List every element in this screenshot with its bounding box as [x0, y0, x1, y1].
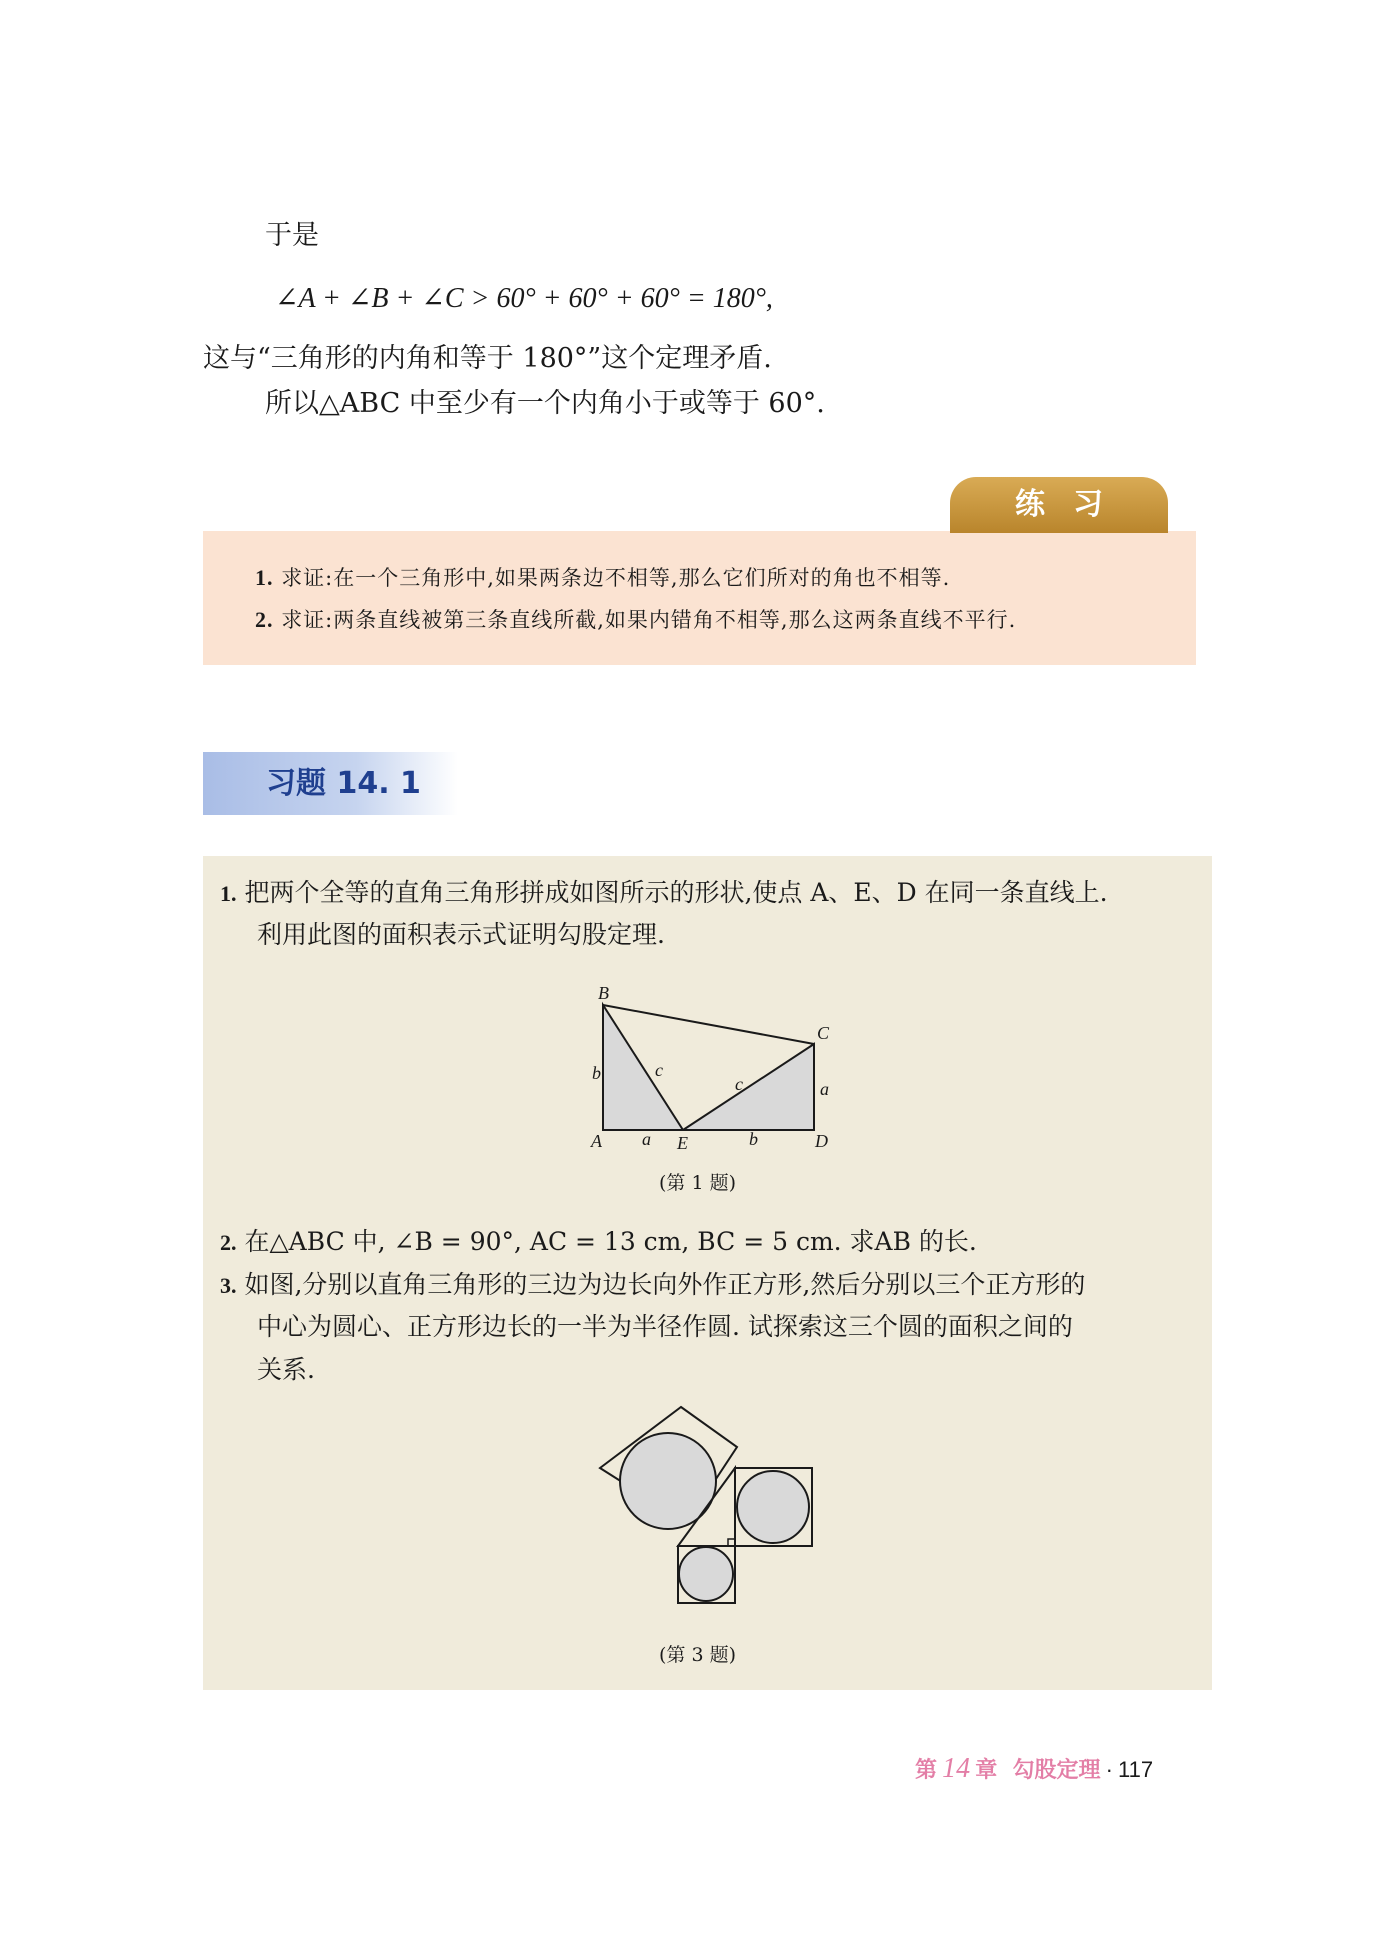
q1-caption: (第 1 题) [659, 1172, 736, 1194]
q1-number: 1. [220, 881, 237, 906]
practice-item-number: 1. [255, 565, 274, 590]
segment-bc [603, 1005, 814, 1044]
label-d-point: D [815, 1131, 828, 1151]
chapter-prefix: 第 [915, 1758, 938, 1783]
practice-item-text: 求证:两条直线被第三条直线所截,如果内错角不相等,那么这两条直线不平行. [281, 608, 1017, 632]
exercise-title: 习题 14. 1 [266, 766, 421, 801]
practice-box [203, 531, 1196, 665]
label-side-c: c [655, 1060, 663, 1080]
label-a-point: A [591, 1131, 602, 1151]
label-b-point: B [598, 983, 609, 1003]
practice-item-1 [255, 558, 950, 598]
page-footer [915, 1753, 1153, 1785]
left-triangle [603, 1005, 683, 1130]
right-angle-mark [728, 1539, 735, 1546]
label-side-a: a [820, 1079, 829, 1099]
proof-line-3: 这与“三角形的内角和等于 180°”这个定理矛盾. [203, 343, 772, 374]
q1-line-1 [220, 873, 1108, 914]
practice-item-number: 2. [255, 607, 274, 632]
q3-line-3: 关系. [257, 1355, 315, 1384]
q2-number: 2. [220, 1230, 237, 1255]
q1-text: 把两个全等的直角三角形拼成如图所示的形状,使点 A、E、D 在同一条直线上. [244, 878, 1108, 907]
page-number: 117 [1118, 1757, 1154, 1782]
chapter-suffix: 章 [975, 1758, 998, 1783]
q1-figure [580, 975, 840, 1155]
proof-line-1: 于是 [265, 220, 319, 251]
right-triangle [683, 1044, 814, 1130]
label-c-point: C [817, 1023, 830, 1043]
practice-title: 练习 [950, 477, 1168, 533]
q2-line [220, 1222, 977, 1263]
chapter-number: 14 [942, 1753, 971, 1784]
practice-item-text: 求证:在一个三角形中,如果两条边不相等,那么它们所对的角也不相等. [281, 566, 951, 590]
q3-line-1 [220, 1265, 1085, 1306]
q2-text: 在△ABC 中, ∠B = 90°, AC = 13 cm, BC = 5 cm. 求AB 的长. [244, 1227, 977, 1256]
q1-line-2: 利用此图的面积表示式证明勾股定理. [257, 920, 665, 949]
q3-caption: (第 3 题) [659, 1644, 736, 1666]
proof-line-4: 所以△ABC 中至少有一个内角小于或等于 60°. [265, 388, 825, 419]
practice-item-2 [255, 600, 1016, 640]
label-side-b: b [592, 1063, 601, 1083]
q3-number: 3. [220, 1273, 237, 1298]
leg-circle-small [679, 1547, 733, 1601]
label-side-c: c [735, 1074, 743, 1094]
proof-formula: ∠A + ∠B + ∠C > 60° + 60° + 60° = 180°, [275, 283, 773, 314]
footer-separator: · [1105, 1757, 1113, 1782]
chapter-title: 勾股定理 [1012, 1758, 1101, 1783]
label-side-b: b [749, 1129, 758, 1149]
q3-line-2: 中心为圆心、正方形边长的一半为半径作圆. 试探索这三个圆的面积之间的 [257, 1312, 1073, 1341]
label-side-a: a [642, 1129, 651, 1149]
q3-figure [590, 1405, 830, 1630]
label-e-point: E [677, 1133, 688, 1153]
leg-circle-large [737, 1471, 809, 1543]
q3-text: 如图,分别以直角三角形的三边为边长向外作正方形,然后分别以三个正方形的 [244, 1270, 1086, 1299]
